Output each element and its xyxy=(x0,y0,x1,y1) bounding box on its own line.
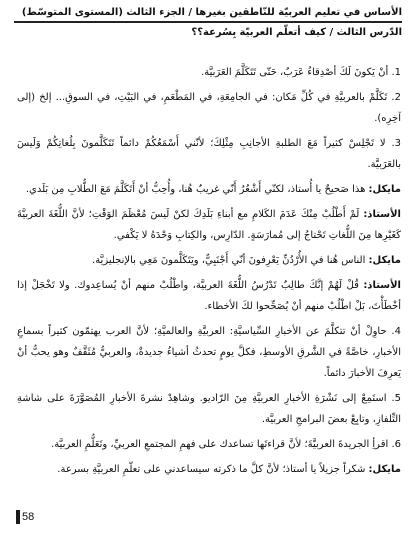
speaker-label: مايكل: xyxy=(368,464,401,475)
page-number xyxy=(16,510,36,524)
paragraph-7 xyxy=(17,275,401,317)
paragraph-2 xyxy=(17,87,401,129)
paragraph-text: شكراً جزيلاً يا أستاذ؛ لأنَّ كلَّ ما ذكرته سيساعدني على تعلّمِ العربيَّةِ بسرعة. xyxy=(57,464,369,475)
page-number-marker xyxy=(16,510,20,524)
speaker-label: الأستاذ: xyxy=(363,280,401,291)
paragraph-text: 6. اقرأِ الجريدةَ العربيَّةَ؛ لأنَّ قراءتَها تساعدك على فهمِ المجتمعِ العربيِّ، وتَعَلُّمِ العربيَّة. xyxy=(51,439,401,450)
paragraph-4 xyxy=(17,179,401,200)
paragraph-text: لَمْ أَطْلُبْ مِنْكَ عَدَمَ الكَلامِ مع أبناءِ بَلَدِكَ لكنْ لَيسَ مُعْظَمَ الوَقْتِ؛ لأنَّ اللُّغَةَ العربيَّةَ كَغَيْرِها مِنَ اللُّغاتِ تَحْتاجُ إلى مُمارَسَةٍ. الدّارِس، والكِتابِ وَحْدَهُ لا يَكْفي. xyxy=(17,209,401,241)
lesson-title: الدّرس الثالث / كيف أتعلّم العربيّة بِسُرعة؟؟ xyxy=(191,27,402,38)
header-divider xyxy=(14,21,402,23)
book-title: الأساس في تعليم العربيّة للنّاطقين بغيرها / الجزء الثالث (المستوى المتوسّط) xyxy=(21,7,402,18)
paragraph-text: قُلْ لَهُمْ إنَّكَ طالِبٌ تَدْرُسُ اللُّغَةَ العربيَّة، واطْلُبْ منهم أنْ يُساعِدوك. ولا تَخْجَلْ إذا أخْطَأْتَ، بَلْ اطْلُبْ منهم أنْ يُصَحِّحوا لكَ الأخطاء. xyxy=(17,280,401,312)
paragraph-text: 4. حاوِلْ أنْ تتكلَّمَ عن الأخبارِ السِّياسيَّةِ: العربيَّةِ والعالميَّةِ؛ لأنَّ العرب يهتمّون كثيراً بسماعِ الأخبارِ، خاصَّةً في الشَّرقِ الأوسطِ، فكلَّ يومٍ تحدثُ أشياءُ جديدةٌ، والعربيُّ مُثَقَّفٌ وهو يحبُّ أنْ يَعرِفَ الأخبارَ دائماً. xyxy=(17,326,401,379)
paragraph-3 xyxy=(17,133,401,175)
lesson-text xyxy=(17,62,401,480)
paragraph-text: 1. أنْ يَكونَ لَكَ أصْدِقاءُ عَرَبٌ، حَتّى تَتَكَلَّمَ العَرَبيَّة. xyxy=(201,67,401,78)
paragraph-text: 3. لا تَجْلِسْ كثيراً مَعَ الطلبةِ الأجانِبِ مِثْلِكَ؛ لأنّني أَسْمَعُكُمْ دائماً تَتَكَلَّمونَ بِلُغاتِكُمْ وَلَيسَ بالعَرَبيَّة. xyxy=(17,138,401,170)
speaker-label: مايكل: xyxy=(368,255,401,266)
speaker-label: مايكل: xyxy=(368,184,401,195)
page-number-text: 58 xyxy=(22,511,35,523)
paragraph-9 xyxy=(17,388,401,430)
paragraph-5 xyxy=(17,204,401,246)
paragraph-text: 2. تَكَلَّمْ بالعربيَّةِ في كُلِّ مَكان: في الجامِعَةِ، في المَطْعَمِ، في البَيْتِ، في السوقِ... إلخ (إلى آخِرِه). xyxy=(17,92,401,124)
paragraph-8 xyxy=(17,321,401,384)
paragraph-text: 5. استَمِعْ إلى نَشْرَةِ الأخبارِ العربيَّةِ مِنَ الرّاديو. وشاهِدْ نشرةَ الأخبارِ المُصَوَّرَةَ على شاشةِ التِّلفازِ، وتابِعْ بعضَ البرامجِ العربيَّة. xyxy=(17,393,401,425)
paragraph-text: هذا صَحيحٌ يا أُستاذ، لكنّي أَشْعُرُ أَنّي غريبٌ هُنا، وأُحِبُّ أنْ أَتَكَلَّمَ مَعَ الطُّلابِ مِن بَلَدي. xyxy=(25,184,369,195)
speaker-label: الأستاذ: xyxy=(363,209,401,220)
paragraph-10 xyxy=(17,434,401,455)
page-header xyxy=(14,5,402,40)
paragraph-11 xyxy=(17,459,401,480)
paragraph-6 xyxy=(17,250,401,271)
paragraph-1 xyxy=(17,62,401,83)
paragraph-text: الناس هُنا في الأُرْدُنِّ يَعْرِفونَ أنّي أَجْنَبِيٌّ، ويَتَكَلَّمونَ مَعِي بالإنجليزيَّة. xyxy=(92,255,369,266)
